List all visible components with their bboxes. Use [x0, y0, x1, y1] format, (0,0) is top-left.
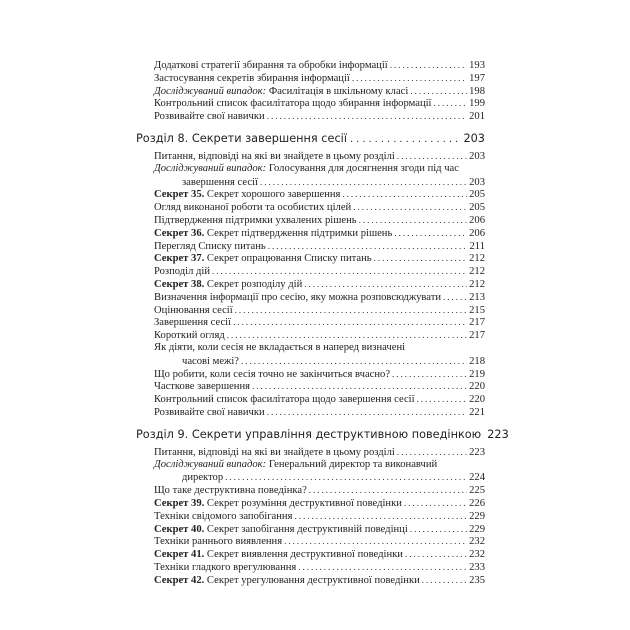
toc-page-number: 219	[469, 368, 485, 380]
toc-page-number: 205	[469, 189, 485, 201]
chapter-9-page: 223	[487, 427, 509, 441]
dot-leader	[304, 278, 467, 291]
toc-entry-title: Секрет розуміння деструктивної поведінки	[204, 497, 402, 509]
table-of-contents	[136, 59, 509, 586]
toc-page-number: 213	[469, 291, 485, 303]
toc-page-number: 220	[469, 394, 485, 406]
chapter-9-heading	[136, 427, 509, 442]
toc-entry	[154, 214, 485, 227]
toc-page-number: 212	[469, 266, 485, 278]
toc-page-number: 229	[469, 510, 485, 522]
toc-entry	[154, 265, 485, 278]
toc-entry-title: Розвивайте свої навички	[154, 406, 265, 418]
secret-number: Секрет 39.	[154, 497, 205, 509]
toc-entry-title: Перегляд Списку питань	[154, 240, 266, 252]
toc-entry-text	[154, 575, 420, 588]
toc-entry-title: Додаткові стратегії збирання та обробки інформації	[154, 60, 388, 71]
toc-entry	[154, 59, 485, 72]
toc-entry	[154, 240, 485, 253]
dot-leader	[417, 393, 467, 406]
toc-entry-text	[182, 472, 223, 485]
dot-leader	[233, 316, 467, 329]
dot-leader	[405, 548, 467, 561]
dot-leader	[422, 574, 467, 587]
secret-number: Секрет 38.	[154, 278, 205, 290]
toc-page-number: 199	[469, 98, 485, 110]
dot-leader	[434, 97, 467, 110]
toc-entry	[154, 446, 485, 459]
toc-entry	[154, 561, 485, 574]
dot-leader	[342, 188, 467, 201]
toc-entry-title: Питання, відповіді на які ви знайдете в цьому розділі	[154, 446, 395, 458]
toc-page-number: 197	[469, 72, 485, 84]
dot-leader	[410, 85, 467, 98]
dot-leader	[260, 176, 467, 189]
chapter-8-page: 203	[463, 131, 485, 145]
toc-entry	[154, 523, 485, 536]
case-study-label: Досліджуваний випадок:	[154, 85, 267, 97]
secret-number: Секрет 42.	[154, 574, 205, 586]
toc-page-number: 206	[469, 227, 485, 239]
toc-entry-title: Як діяти, коли сесія не вкладається в наперед визначені	[154, 341, 406, 353]
toc-page-number: 198	[469, 85, 485, 97]
toc-entry-title: Генеральний директор та виконавчий	[266, 458, 438, 470]
toc-page-number: 229	[469, 523, 485, 535]
case-study-label: Досліджуваний випадок:	[154, 458, 267, 470]
toc-entry-text	[154, 485, 307, 498]
toc-entry	[154, 329, 485, 342]
toc-entry-title: Контрольний список фасилітатора щодо завершення сесії	[154, 394, 415, 406]
toc-entry	[154, 380, 485, 393]
dot-leader	[212, 265, 467, 278]
toc-entry-title: Секрет підтвердження підтримки рішень	[204, 227, 393, 239]
toc-page-number: 225	[469, 485, 485, 497]
toc-page-number: 212	[469, 253, 485, 265]
dot-leader	[309, 484, 467, 497]
toc-entry	[154, 97, 485, 110]
toc-entry-title: завершення сесії	[182, 176, 258, 188]
toc-group-chapter7-tail	[136, 59, 485, 123]
toc-entry-text	[154, 86, 408, 99]
dot-leader	[353, 201, 467, 214]
toc-entry	[154, 406, 485, 419]
toc-entry-title: часові межі?	[182, 355, 239, 367]
dot-leader	[352, 72, 467, 85]
toc-entry-title: Голосування для досягнення згоди під час	[266, 162, 459, 174]
dot-leader	[225, 471, 467, 484]
toc-entry-text	[154, 381, 250, 394]
toc-entry-title: Секрет запобігання деструктивній поведінці	[204, 523, 408, 535]
toc-entry-text	[154, 202, 351, 215]
toc-entry	[154, 484, 485, 497]
toc-entry-text	[154, 407, 265, 420]
toc-entry	[154, 471, 485, 484]
toc-page-number: 217	[469, 330, 485, 342]
toc-page-number: 201	[469, 111, 485, 123]
toc-page-number: 203	[469, 176, 485, 188]
toc-page-number: 205	[469, 202, 485, 214]
toc-page-number: 235	[469, 574, 485, 586]
secret-number: Секрет 40.	[154, 523, 205, 535]
toc-page-number: 212	[469, 278, 485, 290]
toc-entry-title: Секрет опрацювання Списку питань	[204, 253, 372, 265]
toc-page-number: 193	[469, 60, 485, 71]
toc-entry-title: Секрет розподілу дій	[204, 278, 303, 290]
dot-leader	[294, 510, 467, 523]
toc-entry-title: Розподіл дій	[154, 266, 211, 278]
toc-entry-title: Підтвердження підтримки ухвалених рішень	[154, 214, 357, 226]
toc-entry-text	[154, 317, 231, 330]
toc-entry-title: директор	[182, 472, 224, 484]
toc-entry	[154, 85, 485, 98]
secret-number: Секрет 37.	[154, 253, 205, 265]
toc-entry-text	[154, 73, 350, 86]
dot-leader	[374, 252, 467, 265]
chapter-9-title: Розділ 9. Секрети управління деструктивною поведінкою	[136, 427, 482, 441]
toc-entry-text	[154, 536, 282, 549]
toc-entry-title: Короткий огляд	[154, 330, 225, 342]
toc-group-chapter8	[136, 150, 485, 419]
toc-page-number: 206	[469, 214, 485, 226]
toc-entry	[154, 150, 485, 163]
toc-entry	[154, 316, 485, 329]
dot-leader	[267, 110, 467, 123]
toc-page-number: 232	[469, 536, 485, 548]
toc-entry-text	[154, 111, 265, 124]
toc-page-number: 223	[469, 446, 485, 458]
toc-entry	[154, 548, 485, 561]
dot-leader	[252, 380, 467, 393]
dot-leader	[350, 133, 460, 147]
toc-entry	[154, 304, 485, 317]
dot-leader	[392, 368, 467, 381]
dot-leader	[410, 523, 467, 536]
toc-entry-title: Контрольний список фасилітатора щодо збирання інформації	[154, 98, 432, 110]
dot-leader	[241, 355, 467, 368]
toc-page-number: 218	[469, 355, 485, 367]
toc-entry-title: Техніки свідомого запобігання	[154, 510, 293, 522]
toc-entry-title: Що таке деструктивна поведінка?	[154, 485, 307, 497]
secret-number: Секрет 35.	[154, 189, 205, 201]
chapter-8-title: Розділ 8. Секрети завершення сесії	[136, 131, 347, 145]
toc-entry-title: Часткове завершення	[154, 381, 251, 393]
dot-leader	[267, 406, 467, 419]
dot-leader	[390, 59, 467, 72]
dot-leader	[394, 227, 467, 240]
toc-entry	[154, 110, 485, 123]
toc-entry-text	[154, 215, 357, 228]
toc-page-number: 232	[469, 549, 485, 561]
toc-entry	[154, 342, 485, 355]
toc-entry-text	[154, 342, 405, 355]
toc-entry-text	[154, 511, 292, 524]
toc-entry-text	[154, 562, 296, 575]
dot-leader	[443, 291, 467, 304]
toc-entry-title: Фасилітація в шкільному класі	[266, 85, 409, 97]
toc-entry-title: Питання, відповіді на які ви знайдете в цьому розділі	[154, 150, 395, 162]
toc-entry-title: Секрет хорошого завершення	[204, 189, 341, 201]
toc-page-number: 226	[469, 497, 485, 509]
toc-entry-text	[154, 163, 459, 176]
toc-entry-title: Що робити, коли сесія точно не закінчиться вчасно?	[154, 368, 391, 380]
dot-leader	[397, 446, 467, 459]
toc-entry-title: Завершення сесії	[154, 317, 232, 329]
toc-page-number: 220	[469, 381, 485, 393]
dot-leader	[298, 561, 467, 574]
toc-entry	[154, 497, 485, 510]
toc-entry	[154, 368, 485, 381]
toc-entry	[154, 393, 485, 406]
toc-entry-title: Секрет виявлення деструктивної поведінки	[204, 549, 403, 561]
toc-entry-text	[154, 459, 437, 472]
toc-entry	[154, 574, 485, 587]
toc-entry-text	[182, 177, 258, 190]
toc-entry-title: Розвивайте свої навички	[154, 111, 265, 123]
toc-page-number: 224	[469, 472, 485, 484]
toc-entry	[154, 201, 485, 214]
toc-entry	[154, 72, 485, 85]
toc-entry-text	[182, 356, 239, 369]
toc-entry-title: Техніки раннього виявлення	[154, 536, 283, 548]
toc-entry	[154, 252, 485, 265]
toc-entry	[154, 510, 485, 523]
toc-entry	[154, 459, 485, 472]
toc-page-number: 215	[469, 304, 485, 316]
dot-leader	[227, 329, 467, 342]
secret-number: Секрет 41.	[154, 549, 205, 561]
toc-entry	[154, 227, 485, 240]
toc-page-number: 217	[469, 317, 485, 329]
toc-entry	[154, 355, 485, 368]
toc-entry	[154, 278, 485, 291]
dot-leader	[397, 150, 467, 163]
toc-entry-title: Огляд виконаної роботи та особистих цілей	[154, 202, 352, 214]
dot-leader	[359, 214, 467, 227]
secret-number: Секрет 36.	[154, 227, 205, 239]
toc-entry-title: Секрет урегулювання деструктивної поведінки	[204, 574, 420, 586]
toc-entry	[154, 291, 485, 304]
toc-entry-text	[154, 279, 302, 292]
chapter-8-heading	[136, 132, 485, 146]
toc-page-number: 211	[469, 240, 485, 252]
toc-entry	[154, 163, 485, 176]
toc-entry-text	[154, 189, 340, 202]
toc-entry-title: Визначення інформації про сесію, яку можна розповсюджувати	[154, 291, 442, 303]
toc-page-number: 203	[469, 150, 485, 162]
toc-page-number: 221	[469, 406, 485, 418]
dot-leader	[284, 535, 467, 548]
case-study-label: Досліджуваний випадок:	[154, 162, 267, 174]
toc-entry-title: Застосування секретів збирання інформації	[154, 72, 350, 84]
toc-entry-title: Оцінювання сесії	[154, 304, 233, 316]
toc-entry	[154, 176, 485, 189]
toc-page-number: 233	[469, 561, 485, 573]
dot-leader	[268, 240, 467, 253]
toc-entry	[154, 188, 485, 201]
toc-entry	[154, 535, 485, 548]
toc-entry-text	[154, 305, 233, 318]
toc-entry-title: Техніки гладкого врегулювання	[154, 561, 297, 573]
toc-entry-text	[154, 266, 210, 279]
toc-group-chapter9	[136, 446, 485, 587]
dot-leader	[235, 304, 467, 317]
toc-entry-text	[154, 241, 266, 254]
dot-leader	[404, 497, 467, 510]
